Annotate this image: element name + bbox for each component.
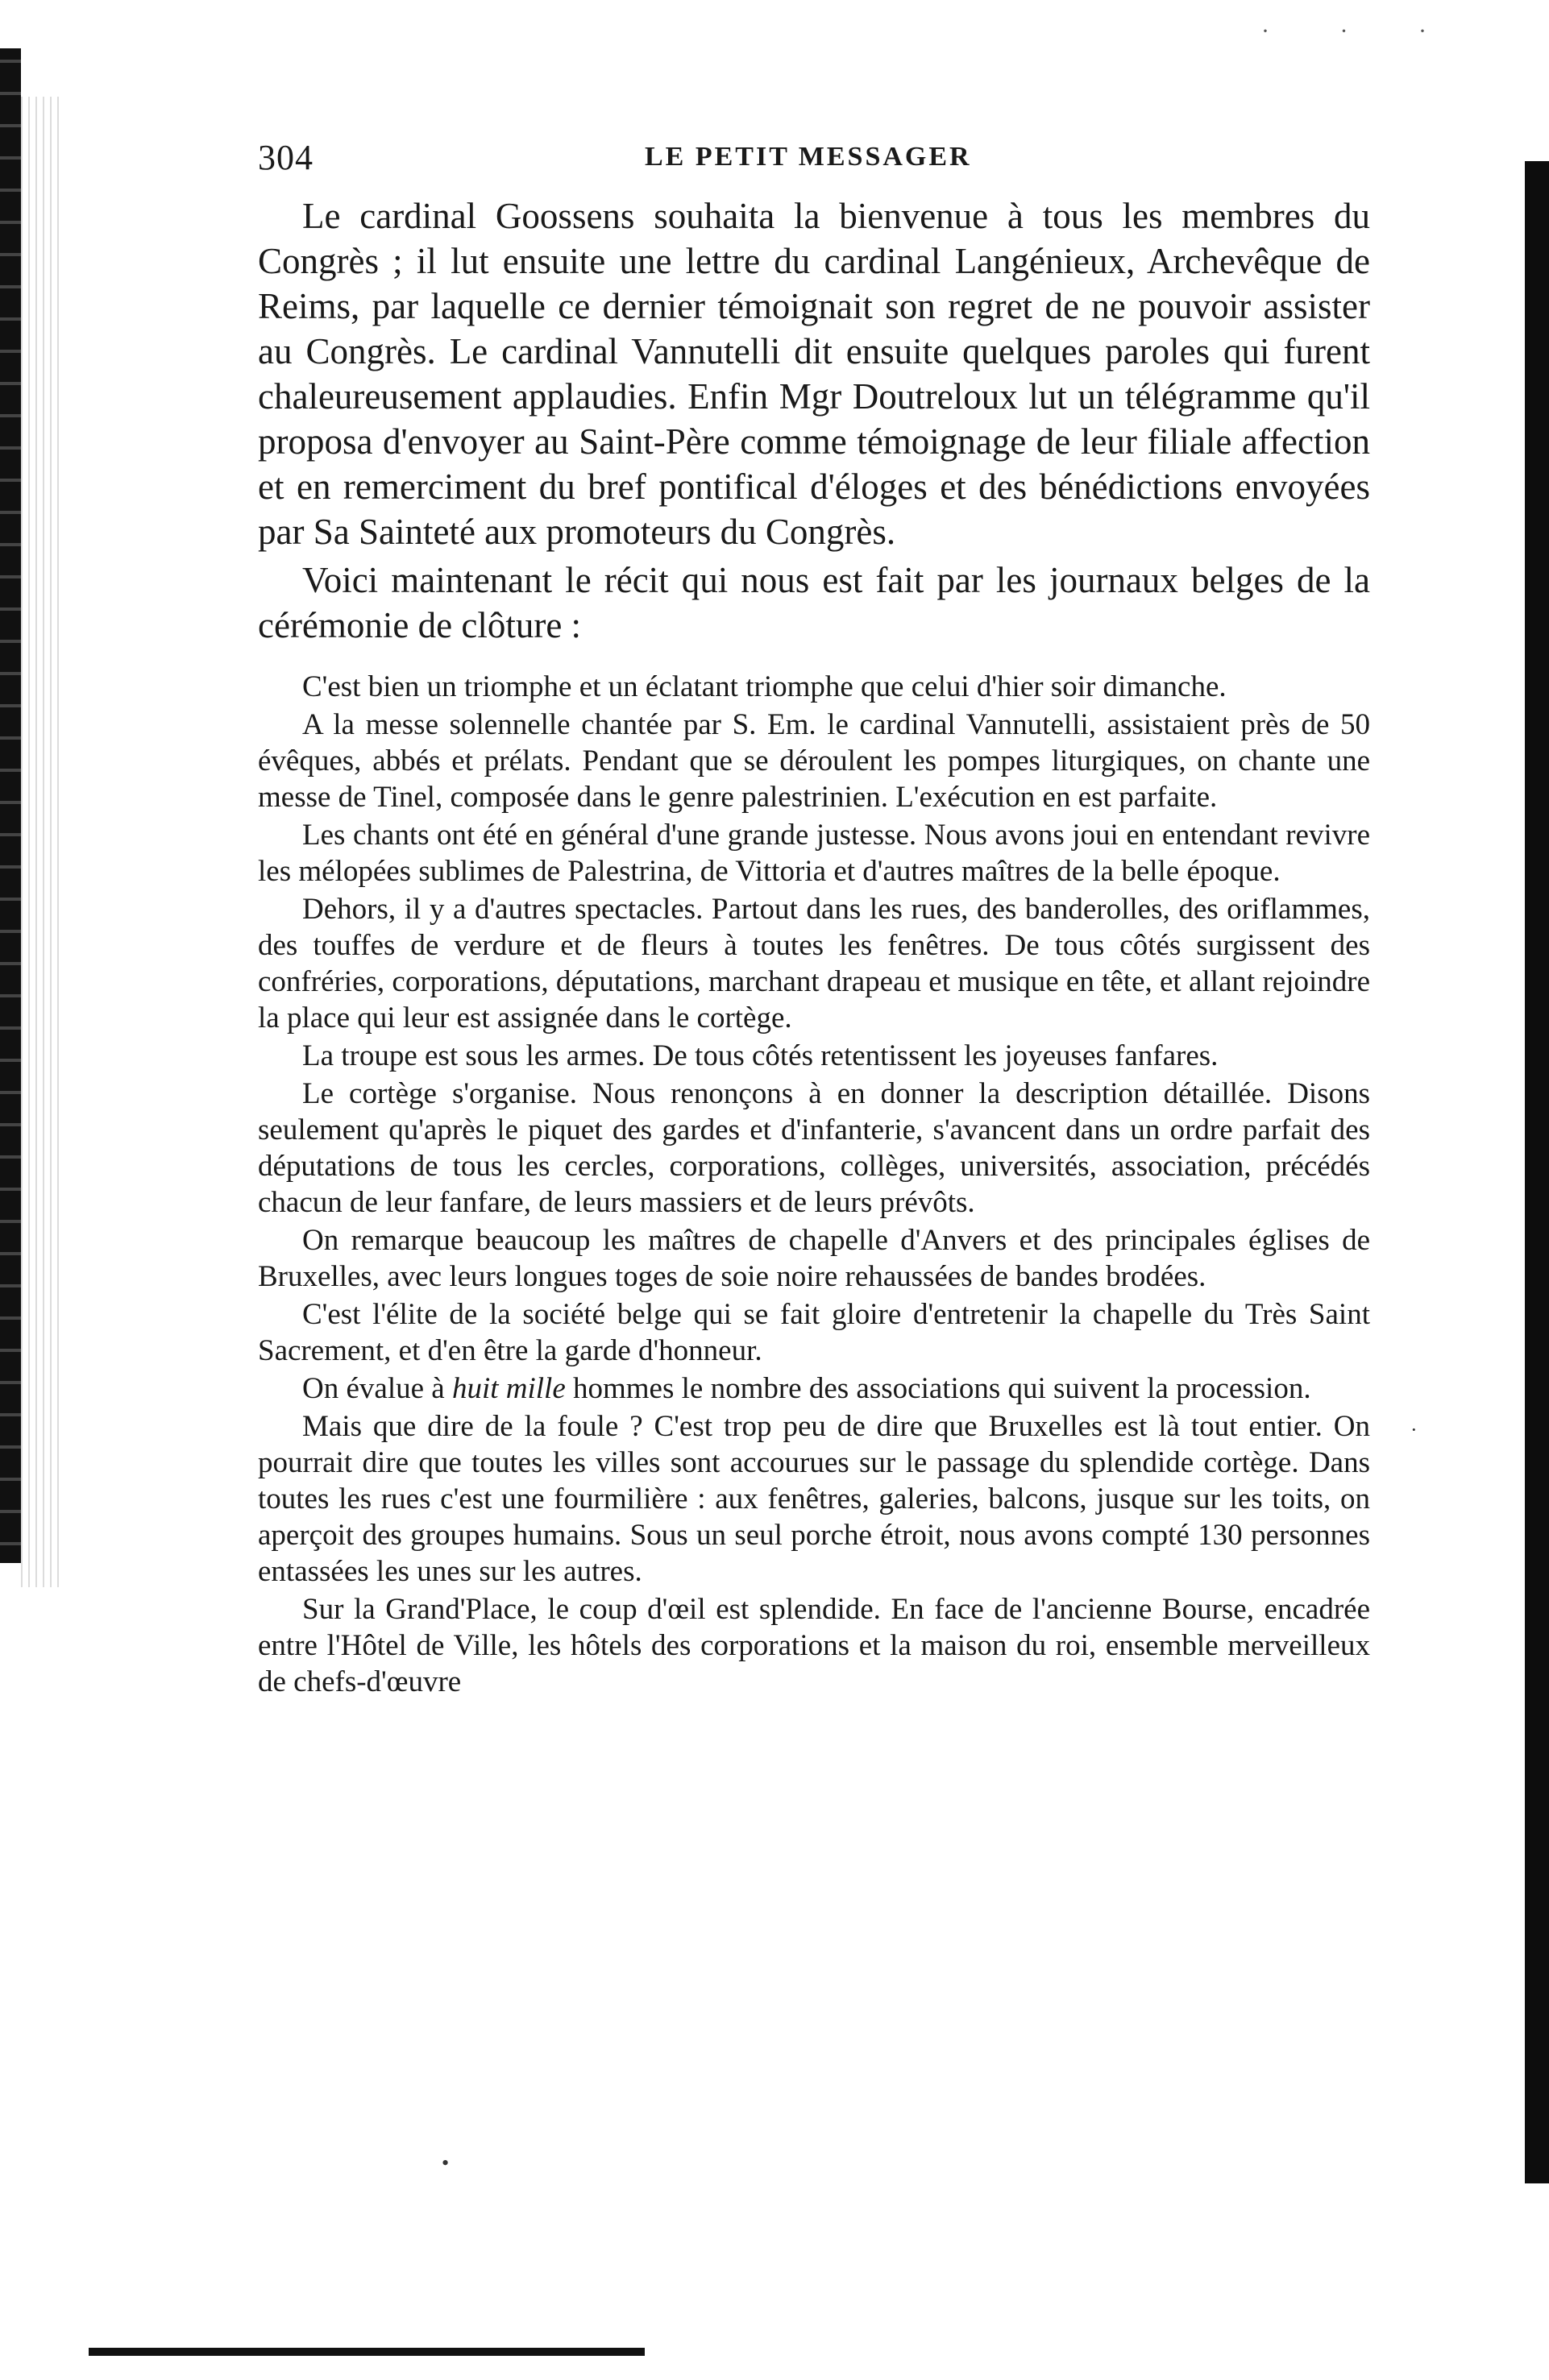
- page-body: [258, 193, 1370, 1702]
- page-number: 304: [258, 138, 314, 177]
- quoted-paragraph: Mais que dire de la foule ? C'est trop peu de dire que Bruxelles est là tout entier. On pourrait dire que toutes les villes sont accourues sur le passage du splendide cortège. Dans toutes les rues c'est une fourmilière : aux fenêtres, galeries, balcons, jusque sur les toits, on aperçoit des groupes humains. Sous un seul porche étroit, nous avons compté 130 personnes entassées les unes sur les autres.: [258, 1410, 1370, 1588]
- right-page-edge: [1525, 161, 1549, 2183]
- bottom-page-edge: [89, 2348, 645, 2356]
- text-run: hommes le nombre des associations qui suivent la procession.: [565, 1372, 1311, 1405]
- quoted-paragraph: Les chants ont été en général d'une grande justesse. Nous avons joui en entendant revivre les mélopées sublimes de Palestrina, de Vittoria et d'autres maîtres de la belle époque.: [258, 819, 1370, 888]
- page-header: [258, 137, 1370, 185]
- quoted-paragraph: C'est bien un triomphe et un éclatant triomphe que celui d'hier soir dimanche.: [302, 670, 1227, 703]
- running-head: LE PETIT MESSAGER: [645, 142, 972, 172]
- scan-speck: •: [442, 2151, 450, 2175]
- scan-speckles: · · ·: [1261, 18, 1459, 44]
- quoted-paragraph: Dehors, il y a d'autres spectacles. Partout dans les rues, des banderolles, des oriflammes, des touffes de verdure et de fleurs à toutes les fenêtres. De tous côtés surgissent des confréries, corporations, députations, marchant drapeau et musique en tête, et allant rejoindre la place qui leur est assignée dans le cortège.: [258, 893, 1370, 1035]
- text-run: On évalue à: [302, 1372, 452, 1405]
- quoted-paragraph: C'est l'élite de la société belge qui se fait gloire d'entretenir la chapelle du Très Saint Sacrement, et d'en être la garde d'honneur.: [258, 1298, 1370, 1367]
- quoted-paragraph: Sur la Grand'Place, le coup d'œil est splendide. En face de l'ancienne Bourse, encadrée entre l'Hôtel de Ville, les hôtels des corporations et la maison du roi, ensemble merveilleux de chefs-d'œuvre: [258, 1593, 1370, 1698]
- emphasized-text: huit mille: [451, 1372, 566, 1405]
- quoted-paragraph: La troupe est sous les armes. De tous côtés retentissent les joyeuses fanfares.: [302, 1039, 1219, 1072]
- scan-speck: ·: [1410, 1418, 1418, 1441]
- paragraph: Le cardinal Goossens souhaita la bienvenue à tous les membres du Congrès ; il lut ensuite une lettre du cardinal Langénieux, Archevêque de Reims, par laquelle ce dernier témoignait son regret de ne pouvoir assister au Congrès. Le cardinal Vannutelli dit ensuite quelques paroles qui furent chaleureusement applaudies. Enfin Mgr Doutreloux lut un télégramme qu'il proposa d'envoyer au Saint-Père comme témoignage de leur filiale affection et en remerciment du bref pontifical d'éloges et des bénédictions envoyées par Sa Sainteté aux promoteurs du Congrès.: [258, 196, 1370, 552]
- binding-texture: [21, 97, 61, 1587]
- binding-shadow: [0, 48, 21, 1563]
- quoted-paragraph: On remarque beaucoup les maîtres de chapelle d'Anvers et des principales églises de Bruxelles, avec leurs longues toges de soie noire rehaussées de bandes brodées.: [258, 1224, 1370, 1293]
- quoted-paragraph-evaluation: [258, 1370, 1370, 1407]
- spacer: [258, 651, 1370, 669]
- quoted-paragraph: A la messe solennelle chantée par S. Em. le cardinal Vannutelli, assistaient près de 50 évêques, abbés et prélats. Pendant que se déroulent les pompes liturgiques, on chante une messe de Tinel, composée dans le genre palestrinien. L'exécution en est parfaite.: [258, 708, 1370, 814]
- paragraph: Voici maintenant le récit qui nous est fait par les journaux belges de la cérémonie de clôture :: [258, 560, 1370, 645]
- quoted-paragraph: Le cortège s'organise. Nous renonçons à en donner la description détaillée. Disons seulement qu'après le piquet des gardes et d'infanterie, s'avancent dans un ordre parfait des députations de tous les cercles, corporations, collèges, universités, association, précédés chacun de leur fanfare, de leurs massiers et de leurs prévôts.: [258, 1077, 1370, 1219]
